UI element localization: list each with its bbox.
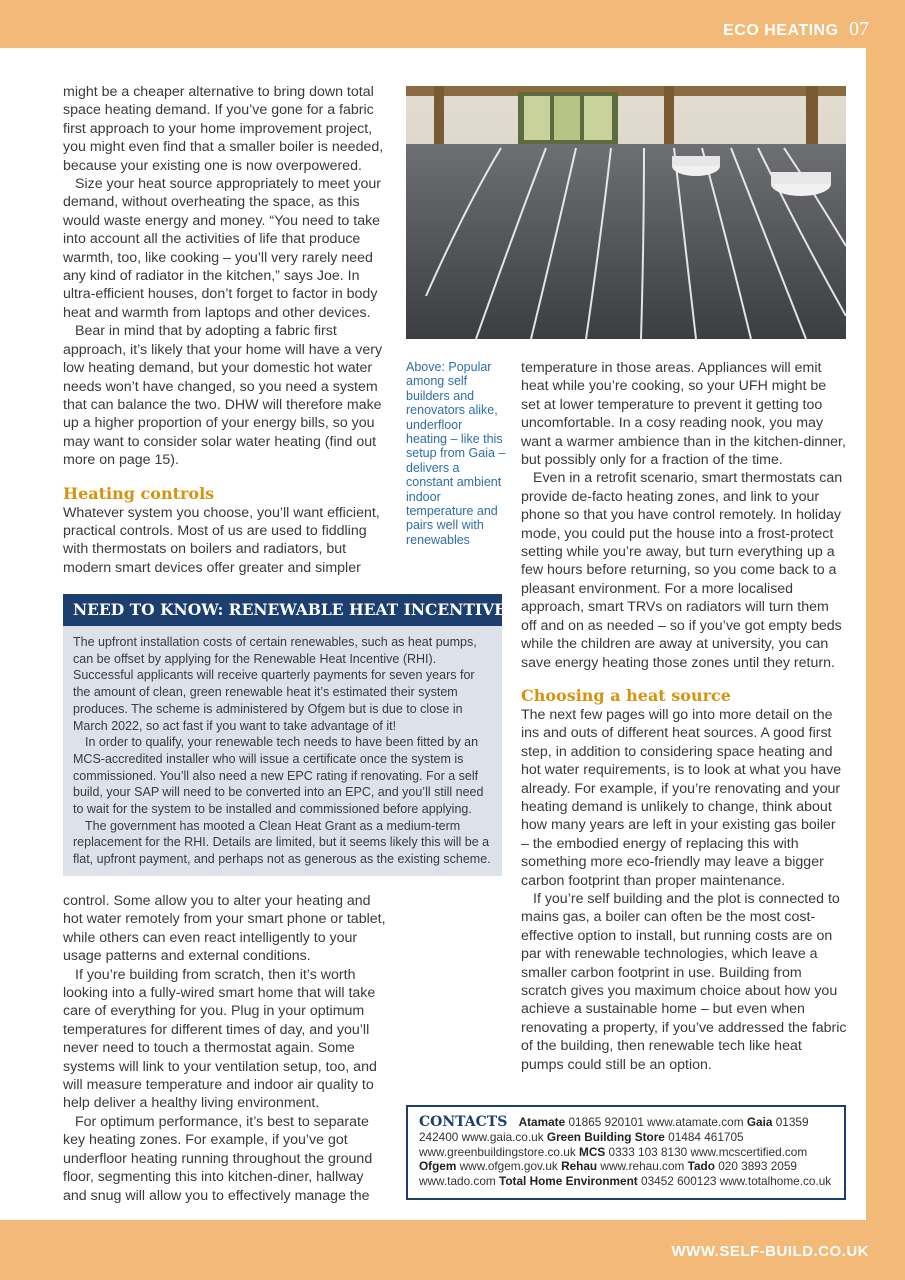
contact-name: Green Building Store xyxy=(546,1129,665,1144)
paragraph: Whatever system you choose, you’ll want efficient, practical controls. Most of us are used to fiddling with thermostats on boilers and radiators, but modern smart devices offer greater and simpler xyxy=(63,504,380,576)
heading-choosing-a-heat-source: Choosing a heat source xyxy=(521,685,731,705)
paragraph: might be a cheaper alternative to bring down total space heating demand. If you’ve gone for a fabric first approach to your home improvement project, you might even find that a smaller boiler is needed, because your existing one is now overpowered. xyxy=(63,84,384,174)
heading-heating-controls: Heating controls xyxy=(63,483,215,503)
paragraph: If you’re self building and the plot is connected to mains gas, a boiler can often be the most cost-effective option to install, but running costs are on par with renewable technologies, which leave a smaller carbon footprint in use. Building from scratch gives you maximum choice about how you achieve a sustainable home – but even when renovating a property, if you’ve addressed the fabric of the building, then renewable tech like heat pumps could still be an option. xyxy=(521,890,847,1073)
paragraph: temperature in those areas. Appliances will emit heat while you’re cooking, so your UFH might be set at lower temperature to prevent it getting too uncomfortable. In a cosy reading nook, you may want a warmer ambience than in the kitchen-dinner, but possibly only for a fraction of the time. xyxy=(521,360,846,469)
contact-name: Rehau xyxy=(561,1159,598,1174)
contact-details: www.ofgem.gov.uk xyxy=(459,1159,558,1174)
paragraph: Even in a retrofit scenario, smart thermostats can provide de-facto heating zones, and link to your phone so that you have control remotely. In holiday mode, you could put the house into a frost-protect setting while you’re away, but turn everything up a few hours before returning, so you come back to a pleasant environment. For a more localised approach, smart TRVs on radiators will turn them off and on as needed – so if you’ve got empty beds while the children are away at university, you can save energy heating those zones until they return. xyxy=(521,470,843,671)
contact-details: 01484 461705 www.greenbuildingstore.co.uk xyxy=(419,1129,744,1159)
contact-entry xyxy=(579,1145,807,1159)
right-column xyxy=(521,359,847,1074)
contact-entry xyxy=(499,1174,831,1188)
section-title: ECO HEATING xyxy=(723,22,839,39)
box-title: NEED TO KNOW: RENEWABLE HEAT INCENTIVE xyxy=(63,594,502,626)
paragraph: The next few pages will go into more detail on the ins and outs of different heat sources. A good first step, in addition to considering space heating and hot water requirements, is to look at what you have already. For example, if you’re renovating and your heating demand is unlikely to change, think about how many years are left in your existing gas boiler – the embodied energy of replacing this with something more eco-friendly may leave a bigger carbon footprint than proper maintenance. xyxy=(521,706,842,889)
need-to-know-box xyxy=(63,594,506,876)
contacts-title: CONTACTS xyxy=(419,1114,508,1130)
paragraph: Bear in mind that by adopting a fabric first approach, it’s likely that your home will have a very low heating demand, but your domestic hot water needs won’t have changed, so you need a system that can balance the two. DHW will therefore make up a higher proportion of your energy bills, so you may want to consider solar water heating (find out more on page 15). xyxy=(63,323,383,469)
paragraph: control. Some allow you to alter your heating and hot water remotely from your smart phone or tablet, while others can even react intelligently to your usage patterns and external conditions. xyxy=(63,893,386,965)
contact-name: MCS xyxy=(579,1144,606,1159)
contact-details: 03452 600123 www.totalhome.co.uk xyxy=(641,1174,832,1189)
contact-entry xyxy=(519,1115,744,1129)
contact-details: 01865 920101 www.atamate.com xyxy=(568,1115,744,1129)
photo-caption: Above: Popular among self builders and renovators alike, underfloor heating – like this setup from Gaia – delivers a constant ambient indoor temperature and pairs well with renewables xyxy=(406,360,506,547)
paragraph: If you’re building from scratch, then it’s worth looking into a fully-wired smart home that will take care of everything for you. Plug in your optimum temperatures for different times of day, and you’ll never need to touch a thermostat again. Some systems will link to your ventilation setup, too, and will measure temperature and indoor air quality to help deliver a healthy living environment. xyxy=(63,966,377,1112)
paragraph: Size your heat source appropriately to meet your demand, without overheating the space, as this would waste energy and money. “You need to take into account all the activities of life that produce warmth, too, like cooking – you’ll very rarely need any kind of radiator in the kitchen,” says Joe. In ultra-efficient houses, don’t forget to factor in body heat and warmth from laptops and other devices. xyxy=(63,176,381,321)
contact-name: Gaia xyxy=(746,1115,773,1129)
contact-name: Tado xyxy=(687,1159,715,1174)
paragraph: For optimum performance, it’s best to separate key heating zones. For example, if you’ve got underfloor heating running throughout the ground floor, segmenting this into kitchen-diner, hallway and snug will allow you to effectively manage the xyxy=(63,1113,373,1204)
paragraph: The government has mooted a Clean Heat Grant as a medium-term replacement for the RHI. Details are limited, but it seems likely this will be a flat, upfront payment, and perhaps not as generous as the existing scheme. xyxy=(73,818,491,867)
contact-name: Ofgem xyxy=(419,1159,457,1174)
page-header xyxy=(723,18,869,41)
box-body xyxy=(63,626,502,868)
paragraph: In order to qualify, your renewable tech needs to have been fitted by an MCS-accredited installer who will issue a certificate once the system is commissioned. You’ll also need a new EPC rating if renovating. For a self build, your SAP will need to be converted into an EPC, and you’ll still need to wait for the system to be installed and commissioned before applying. xyxy=(73,735,484,817)
contact-details: 020 3893 2059 www.tado.com xyxy=(419,1159,797,1189)
contact-name: Atamate xyxy=(518,1115,566,1129)
underfloor-heating-photo xyxy=(406,86,846,339)
contact-details: www.rehau.com xyxy=(600,1159,685,1174)
left-column-top xyxy=(63,83,388,577)
contact-details: 0333 103 8130 www.mcscertified.com xyxy=(608,1144,808,1159)
contacts-box xyxy=(406,1105,846,1200)
website-url[interactable]: WWW.SELF-BUILD.CO.UK xyxy=(671,1243,869,1260)
contact-details: 01359 242400 www.gaia.co.uk xyxy=(419,1115,809,1144)
left-column-bottom xyxy=(63,892,388,1205)
page-number: 07 xyxy=(849,18,869,40)
contact-entry xyxy=(561,1159,684,1173)
paragraph: The upfront installation costs of certain renewables, such as heat pumps, can be offset by applying for the Renewable Heat Incentive (RHI). Successful applicants will receive quarterly payments for seven years for the amount of clean, green renewable heat it’s estimated their system produces. The scheme is administered by Ofgem but is due to close in March 2022, so act fast if you want to take advantage of it! xyxy=(73,635,477,733)
contact-entry xyxy=(419,1159,558,1173)
contact-name: Total Home Environment xyxy=(499,1174,638,1189)
